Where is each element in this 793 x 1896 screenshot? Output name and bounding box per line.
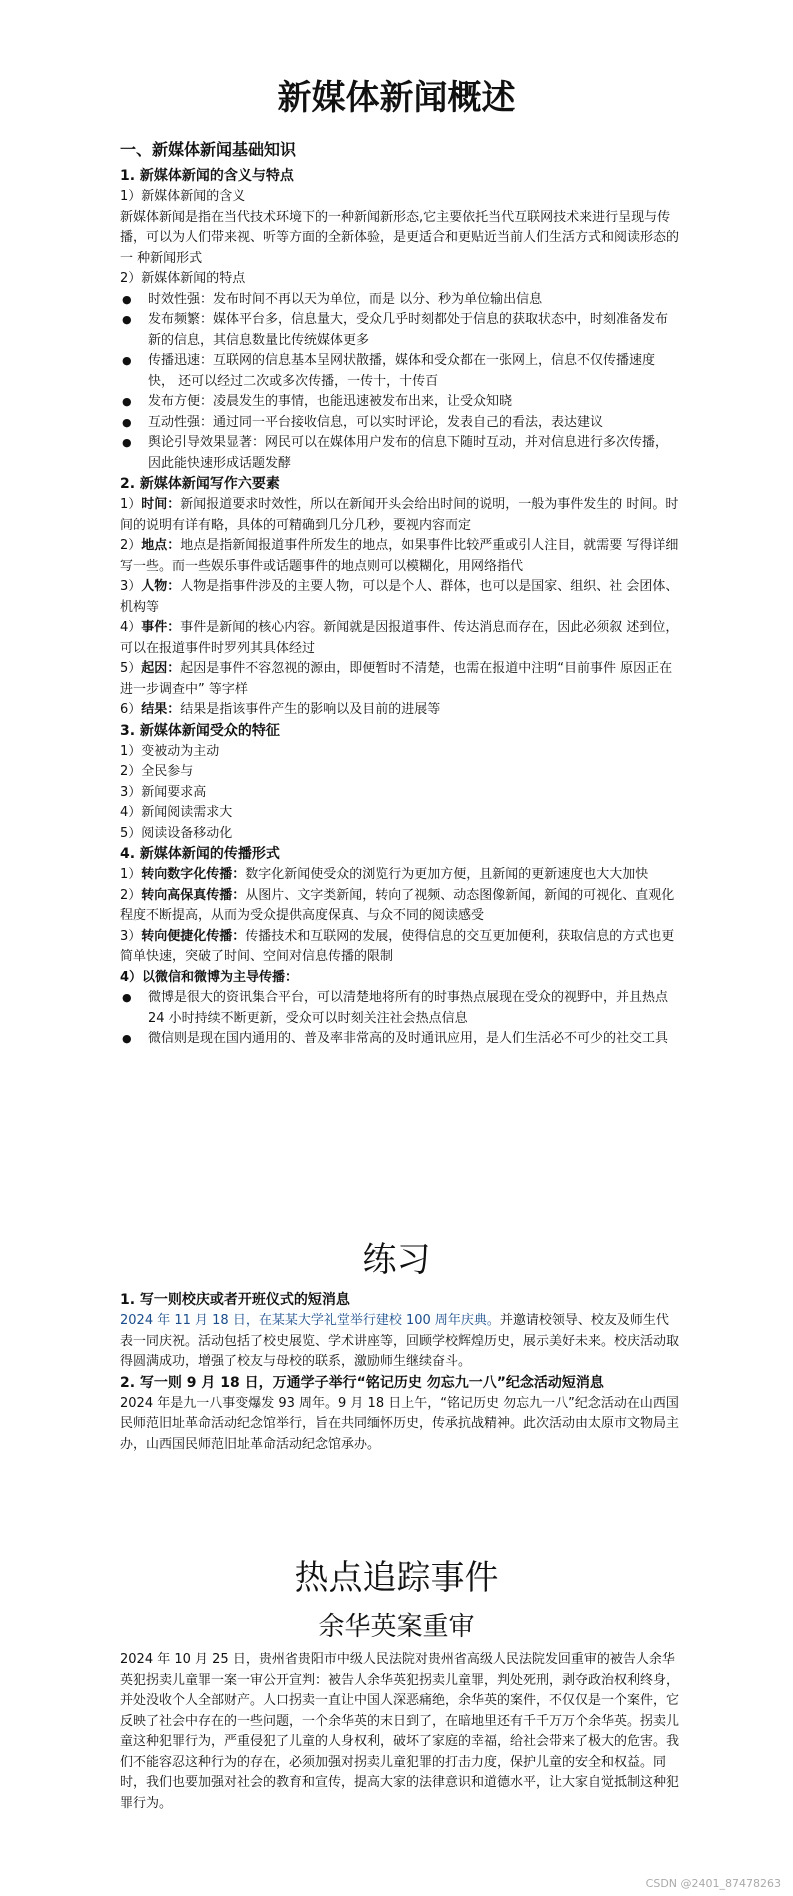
list-item: 5）阅读设备移动化 bbox=[120, 825, 233, 841]
list-item: ● 舆论引导效果显著：网民可以在媒体用户发布的信息下随时互动，并对信息进行多次传播，因此能快速形成话题发酵 bbox=[120, 433, 680, 474]
question-answer: 2024 年是九一八事变爆发 93 周年。9 月 18 日上午，“铭记历史 勿忘九一八”纪念活动在山西国民师范旧址革命活动纪念馆举行，旨在共同缅怀历史，传承抗战精神。此次活动由太原市文物局主办，山西国民师范旧址革命活动纪念馆承办。 bbox=[120, 1395, 680, 1452]
list-item: 4）新闻阅读需求大 bbox=[120, 805, 233, 820]
hot-subtitle: 余华英案重审 bbox=[318, 1612, 475, 1642]
list-item: 4）事件：事件是新闻的核心内容。新闻就是因报道事件、传达消息而存在，因此必须叙 述到位，可以在报道事件时罗列其具体经过 bbox=[120, 620, 679, 656]
list-item: 2）转向高保真传播：从图片、文字类新闻，转向了视频、动态图像新闻，新闻的可视化、直观化程度不断提高，从而为受众提供高度保真、与众不同的阅读感受 bbox=[120, 887, 675, 923]
meaning-text: 新媒体新闻是指在当代技术环境下的一种新闻新形态,它主要依托当代互联网技术来进行呈现与传播，可以为人们带来视、听等方面的全新体验，是更适合和更贴近当前人们生活方式和阅读形态的一 种新闻形式 bbox=[120, 209, 680, 266]
list-item: ● 微博是很大的资讯集合平台，可以清楚地将所有的时事热点展现在受众的视野中，并且热点 24 小时持续不断更新，受众可以时刻关注社会热点信息 bbox=[120, 988, 680, 1029]
list-item: ● 发布频繁：媒体平台多，信息量大，受众几乎时刻都处于信息的获取状态中，时刻准备发布新的信息，其信息数量比传统媒体更多 bbox=[120, 310, 680, 351]
list-item: ● 时效性强：发布时间不再以天为单位，而是 以分、秒为单位输出信息 bbox=[120, 290, 680, 311]
list-item: ● 传播迅速：互联网的信息基本呈网状散播，媒体和受众都在一张网上，信息不仅传播速度快， 还可以经过二次或多次传播，一传十，十传百 bbox=[120, 351, 680, 392]
list-item: ● 互动性强：通过同一平台接收信息，可以实时评论，发表自己的看法，表达建议 bbox=[120, 413, 680, 434]
question-heading: 2. 写一则 9 月 18 日，万通学子举行“铭记历史 勿忘九一八”纪念活动短消息 bbox=[120, 1374, 604, 1391]
list-item: 3）人物：人物是指事件涉及的主要人物，可以是个人、群体，也可以是国家、组织、社 会团体、机构等 bbox=[120, 579, 679, 615]
question-answer: 2024 年 11 月 18 日，在某某大学礼堂举行建校 100 周年庆典。并邀请校领导、校友及师生代表一同庆祝。活动包括了校史展览、学术讲座等，回顾学校辉煌历史，展示美好未来。校庆活动取得圆满成功，增强了校友与母校的联系，激励师生继续奋斗。 bbox=[120, 1313, 680, 1369]
watermark: CSDN @2401_87478263 bbox=[645, 1877, 781, 1890]
hot-text: 2024 年 10 月 25 日，贵州省贵阳市中级人民法院对贵州省高级人民法院发回重审的被告人余华英犯拐卖儿童罪一案一审公开宣判：被告人余华英犯拐卖儿童罪，判处死刑，剥夺政治权利终身，并处没收个人全部财产。人口拐卖一直让中国人深恶痛绝，余华英的案件，不仅仅是一个案件，它反映了社会中存在的一些问题，一个余华英的末日到了，在暗地里还有千千万万个余华英。拐卖儿童这种犯罪行为，严重侵犯了儿童的人身权利，破坏了家庭的幸福，给社会带来了极大的危害。我们不能容忍这种行为的存在，必须加强对拐卖儿童犯罪的打击力度，保护儿童的安全和权益。同时，我们也要加强对社会的教育和宣传，提高大家的法律意识和道德水平，让大家自觉抵制这种犯罪行为。 bbox=[120, 1652, 680, 1811]
list-item: 2）全民参与 bbox=[120, 764, 194, 779]
features-label: 2）新媒体新闻的特点 bbox=[120, 271, 246, 286]
list-item: 1）转向数字化传播：数字化新闻使受众的浏览行为更加方便，且新闻的更新速度也大大加快 bbox=[120, 867, 649, 882]
list-item: 1）时间：新闻报道要求时效性，所以在新闻开头会给出时间的说明，一般为事件发生的 时间。时间的说明有详有略，具体的可精确到几分几秒，要视内容而定 bbox=[120, 497, 679, 533]
section1-body bbox=[120, 166, 680, 1050]
subsection-heading: 2. 新媒体新闻写作六要素 bbox=[120, 476, 280, 492]
practice-body bbox=[120, 1290, 680, 1455]
question-heading: 1. 写一则校庆或者开班仪式的短消息 bbox=[120, 1292, 350, 1308]
list-item: 3）新闻要求高 bbox=[120, 784, 207, 800]
subsection-heading: 3. 新媒体新闻受众的特征 bbox=[120, 722, 280, 739]
list-item: 6）结果：结果是指该事件产生的影响以及目前的进展等 bbox=[120, 702, 441, 717]
page-title: 新媒体新闻概述 bbox=[277, 78, 516, 118]
section-heading: 一、新媒体新闻基础知识 bbox=[120, 140, 297, 159]
meaning-label: 1）新媒体新闻的含义 bbox=[120, 189, 246, 204]
list-item: 1）变被动为主动 bbox=[120, 743, 220, 759]
list-item: 3）转向便捷化传播：传播技术和互联网的发展，使得信息的交互更加便利，获取信息的方式也更简单快速，突破了时间、空间对信息传播的限制 bbox=[120, 928, 675, 964]
weibo-heading: 4）以微信和微博为主导传播： bbox=[120, 969, 299, 985]
practice-title: 练习 bbox=[362, 1240, 431, 1280]
list-item: 5）起因：起因是事件不容忽视的源由，即便暂时不清楚，也需在报道中注明“目前事件 原因正在进一步调查中” 等字样 bbox=[120, 661, 673, 697]
list-item: ● 微信则是现在国内通用的、普及率非常高的及时通讯应用，是人们生活必不可少的社交工具 bbox=[120, 1029, 680, 1050]
subsection-heading: 4. 新媒体新闻的传播形式 bbox=[120, 846, 280, 862]
subsection-heading: 1. 新媒体新闻的含义与特点 bbox=[120, 168, 294, 184]
hot-title: 热点追踪事件 bbox=[294, 1558, 499, 1598]
list-item: ● 发布方便：凌晨发生的事情，也能迅速被发布出来，让受众知晓 bbox=[120, 392, 680, 413]
hot-body bbox=[120, 1650, 680, 1814]
list-item: 2）地点：地点是指新闻报道事件所发生的地点，如果事件比较严重或引人注目，就需要 写得详细写一些。而一些娱乐事件或话题事件的地点则可以模糊化，用网络指代 bbox=[120, 538, 679, 574]
